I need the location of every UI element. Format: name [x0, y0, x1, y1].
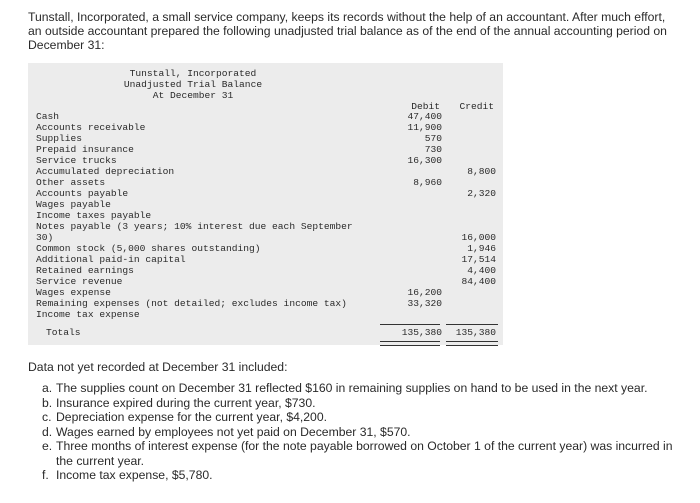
debit-amount: 570: [424, 133, 442, 144]
table-row: [36, 254, 496, 265]
item-letter: a.: [42, 381, 53, 395]
adjustment-notes: [36, 381, 676, 483]
credit-amount: 1,946: [467, 243, 496, 254]
account-name: Accounts receivable: [36, 122, 146, 133]
list-item: [36, 410, 676, 425]
credit-amount: 17,514: [461, 254, 496, 265]
table-row: [36, 177, 496, 188]
total-debit: 135,380: [401, 327, 442, 338]
table-row: [36, 309, 496, 320]
table-row: [36, 155, 496, 166]
table-row: [36, 221, 496, 232]
problem-intro: Tunstall, Incorporated, a small service company, keeps its records without the help of an accountant. After much effort, an outside accountant prepared the following unadjusted trial balance as of the end of the annual accounting period on December 31:: [28, 10, 667, 52]
account-name: 30): [36, 232, 54, 243]
statement-name: Unadjusted Trial Balance: [123, 79, 263, 90]
item-letter: c.: [42, 410, 52, 424]
table-row: [36, 199, 496, 210]
item-letter: d.: [42, 424, 53, 439]
statement-date: At December 31: [152, 90, 234, 101]
table-row: [36, 243, 496, 254]
account-name: Supplies: [36, 133, 83, 144]
item-text: Insurance expired during the current year, $730.: [56, 395, 316, 410]
item-text: Income tax expense, $5,780.: [56, 468, 213, 482]
item-text: Wages earned by employees not yet paid on December 31, $570.: [56, 424, 411, 439]
credit-amount: 84,400: [461, 276, 496, 287]
table-row: [36, 276, 496, 287]
credit-amount: 4,400: [467, 265, 496, 276]
table-row: [36, 122, 496, 133]
item-letter: b.: [42, 395, 53, 410]
debit-total-rule: [380, 324, 440, 325]
company-name: Tunstall, Incorporated: [129, 68, 257, 79]
table-row: [36, 265, 496, 276]
trial-balance-title: [28, 68, 358, 101]
totals-row: [36, 327, 496, 339]
debit-amount: 16,300: [407, 155, 442, 166]
account-name: Income taxes payable: [36, 210, 152, 221]
totals-label: Totals: [46, 327, 81, 338]
debit-amount: 16,200: [407, 287, 442, 298]
table-row: [36, 210, 496, 221]
list-item: [36, 439, 676, 468]
account-name: Service trucks: [36, 155, 117, 166]
account-name: Accumulated depreciation: [36, 166, 175, 177]
list-item: [36, 425, 676, 440]
account-name: Remaining expenses (not detailed; excludes income tax): [36, 298, 347, 309]
table-row: [36, 166, 496, 177]
list-item: [36, 381, 676, 396]
account-name: Additional paid-in capital: [36, 254, 186, 265]
account-name: Service revenue: [36, 276, 123, 287]
account-name: Notes payable (3 years; 10% interest due each September: [36, 221, 353, 232]
account-rows: [36, 111, 496, 320]
credit-header: Credit: [459, 101, 494, 112]
notes-heading: Data not yet recorded at December 31 included:: [28, 360, 288, 374]
credit-amount: 16,000: [461, 232, 496, 243]
trial-balance-table: [28, 63, 503, 345]
account-name: Wages payable: [36, 199, 111, 210]
item-text: Depreciation expense for the current year, $4,200.: [56, 410, 327, 424]
account-name: Cash: [36, 111, 60, 122]
item-text: The supplies count on December 31 reflected $160 in remaining supplies on hand to be used in the next year.: [56, 381, 648, 395]
debit-amount: 33,320: [407, 298, 442, 309]
account-name: Income tax expense: [36, 309, 140, 320]
table-row: [36, 287, 496, 298]
account-name: Retained earnings: [36, 265, 134, 276]
account-name: Accounts payable: [36, 188, 129, 199]
account-name: Common stock (5,000 shares outstanding): [36, 243, 261, 254]
debit-amount: 11,900: [407, 122, 442, 133]
table-row: [36, 111, 496, 122]
debit-amount: 47,400: [407, 111, 442, 122]
debit-amount: 730: [424, 144, 442, 155]
debit-header: Debit: [411, 101, 440, 112]
total-credit: 135,380: [455, 327, 496, 338]
list-item: [36, 468, 676, 483]
table-row: [36, 298, 496, 309]
credit-amount: 2,320: [467, 188, 496, 199]
credit-double-rule: [446, 341, 498, 346]
credit-amount: 8,800: [467, 166, 496, 177]
account-name: Prepaid insurance: [36, 144, 134, 155]
table-row: [36, 144, 496, 155]
item-text: Three months of interest expense (for the note payable borrowed on October 1 of the current year) was incurred in the current year.: [56, 439, 673, 468]
debit-amount: 8,960: [413, 177, 442, 188]
item-letter: f.: [42, 468, 49, 482]
table-row: [36, 188, 496, 199]
table-row: [36, 133, 496, 144]
table-row: [36, 232, 496, 243]
debit-double-rule: [380, 341, 440, 346]
item-letter: e.: [42, 439, 53, 453]
account-name: Wages expense: [36, 287, 111, 298]
credit-total-rule: [446, 324, 498, 325]
account-name: Other assets: [36, 177, 106, 188]
list-item: [36, 396, 676, 411]
